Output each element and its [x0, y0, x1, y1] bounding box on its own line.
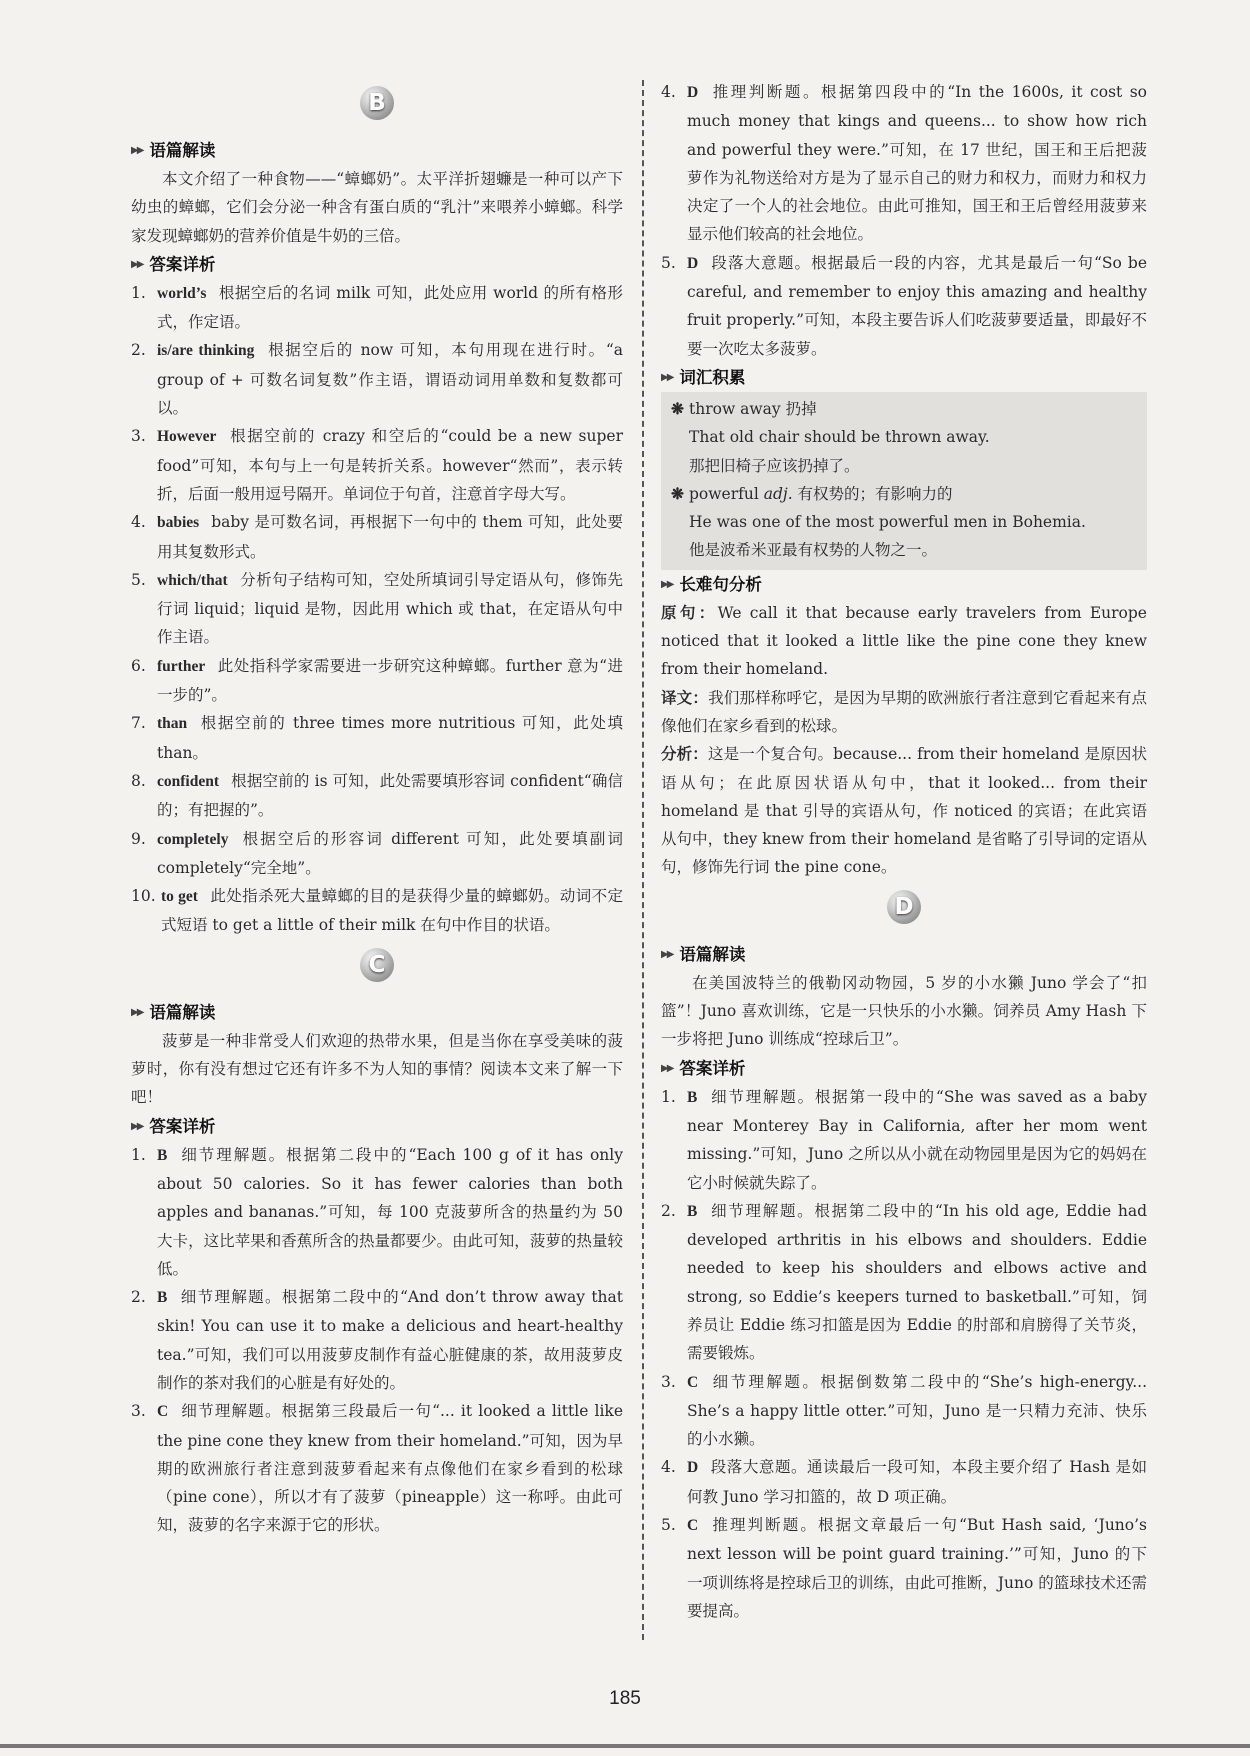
- answer-key: D: [687, 1459, 699, 1477]
- answer-key: babies: [157, 514, 200, 532]
- answer-body: [687, 249, 1147, 363]
- bottom-rule: [0, 1744, 1250, 1748]
- triangle-icon: ▶▶: [131, 1120, 143, 1132]
- section-heading: [131, 998, 623, 1027]
- answer-item: [131, 422, 623, 508]
- triangle-icon: ▶▶: [661, 948, 673, 960]
- answer-key: C: [687, 1373, 699, 1391]
- answer-key: completely: [157, 830, 229, 848]
- vocab-example-en: That old chair should be thrown away.: [689, 428, 990, 447]
- column-divider: [642, 80, 644, 1640]
- answer-key: D: [687, 254, 699, 272]
- vocab-meaning: 有权势的；有影响力的: [792, 484, 953, 503]
- answer-number: 1.: [131, 1145, 146, 1164]
- answer-number: 4.: [661, 1458, 676, 1477]
- vocab-pos: adj.: [763, 484, 793, 503]
- answer-key: than: [157, 715, 188, 733]
- reading-summary: 菠萝是一种非常受人们欢迎的热带水果，但是当你在享受美味的菠萝时，你有没有想过它还有许多不为人知的事情？阅读本文来了解一下吧！: [131, 1031, 623, 1107]
- answer-key: to get: [161, 888, 198, 906]
- answer-number: 7.: [131, 714, 146, 733]
- answer-number: 1.: [131, 283, 146, 302]
- answer-item: [661, 1083, 1147, 1197]
- star-icon: ❋: [671, 483, 684, 503]
- answer-body: [157, 652, 623, 710]
- star-icon: ❋: [671, 398, 684, 418]
- answer-body: [687, 1197, 1147, 1368]
- page-number: 185: [609, 1688, 641, 1709]
- answer-body: [687, 1511, 1147, 1625]
- answer-body: [157, 1283, 623, 1397]
- vocab-term: throw away 扔掉: [689, 399, 817, 418]
- answer-key: confident: [157, 772, 219, 790]
- answer-number: 2.: [131, 341, 146, 360]
- answer-item: [131, 652, 623, 710]
- answer-body: [157, 422, 623, 508]
- triangle-icon: ▶▶: [131, 1006, 143, 1018]
- heading-text: 语篇解读: [679, 944, 746, 964]
- answer-item: [131, 1397, 623, 1539]
- answer-explanation: 根据空后的形容词 different 可知，此处要填副词 completely“完全地”。: [157, 829, 623, 877]
- answer-body: [687, 1083, 1147, 1197]
- vocabulary-box: [661, 392, 1147, 570]
- right-column: [661, 78, 1147, 1625]
- section-heading: [661, 570, 1147, 599]
- answer-key: C: [687, 1517, 699, 1535]
- answer-explanation: 分析句子结构可知，空处所填词引导定语从句，修饰先行词 liquid；liquid 是物，因此用 which 或 that，在定语从句中作主语。: [157, 570, 623, 647]
- answer-body: [157, 1397, 623, 1539]
- answer-number: 10.: [131, 887, 156, 906]
- translation-text: 我们那样称呼它，是因为早期的欧洲旅行者注意到它看起来有点像他们在家乡看到的松球。: [661, 688, 1147, 735]
- vocab-headword-text: [689, 395, 817, 423]
- answer-item: [131, 566, 623, 652]
- section-heading: [131, 136, 623, 165]
- triangle-icon: ▶▶: [661, 371, 673, 383]
- answer-number: 2.: [661, 1201, 676, 1220]
- answer-number: 2.: [131, 1288, 146, 1307]
- original-text: We call it that because early travelers from Europe noticed that it looked a little like the pine cone they knew from their homeland.: [661, 603, 1147, 679]
- answer-body: [687, 1368, 1147, 1454]
- answer-item: [131, 279, 623, 337]
- answer-key: B: [157, 1146, 168, 1164]
- section-heading: [661, 1054, 1147, 1083]
- answer-body: [687, 78, 1147, 249]
- answer-key: B: [157, 1289, 168, 1307]
- section-heading: [661, 940, 1147, 969]
- answer-body: [157, 825, 623, 883]
- answer-number: 1.: [661, 1087, 676, 1106]
- answer-item: [131, 825, 623, 883]
- answer-key: C: [157, 1403, 169, 1421]
- vocab-headword: [671, 395, 1137, 423]
- section-heading: [661, 363, 1147, 392]
- heading-text: 答案详析: [149, 1116, 216, 1136]
- section-c-badge-wrap: [131, 940, 623, 998]
- answer-explanation: 根据空前的 crazy 和空后的“could be a new super food”可知，本句与上一句是转折关系。however“然而”，表示转折，后面一般用逗号隔开。单词位于句首，注意首字母大写。: [157, 427, 623, 503]
- answer-explanation: 根据空前的 is 可知，此处需要填形容词 confident“确信的；有把握的”。: [157, 771, 623, 820]
- answer-explanation: 推理判断题。根据第四段中的“In the 1600s, it cost so much money that kings and queens... to show how rich and powerful they were.”可知，在 17 世纪，国王和王后把菠萝作为礼物送给对方是为了显示自己的财力和权力，而财力和权力决定了一个人的社会地位。由此可推知，国王和王后曾经用菠萝来显示他们较高的社会地位。: [687, 83, 1147, 244]
- answer-item: [661, 249, 1147, 363]
- answer-explanation: 细节理解题。根据第二段中的“Each 100 g of it has only about 50 calories. So it has fewer calories than both apples and bananas.”可知，每 100 克菠萝所含的热量约为 50 大卡，这比苹果和香蕉所含的热量都要少。由此可知，菠萝的热量较低。: [157, 1145, 623, 1278]
- answer-body: [157, 1141, 623, 1283]
- answer-number: 5.: [661, 253, 676, 272]
- answer-key: However: [157, 428, 217, 446]
- vocab-term: powerful: [689, 484, 764, 503]
- answer-number: 3.: [131, 427, 146, 446]
- answer-number: 8.: [131, 771, 146, 790]
- answer-item: [131, 767, 623, 825]
- answer-number: 9.: [131, 829, 146, 848]
- answer-explanation: 根据空后的 now 可知，本句用现在进行时。“a group of + 可数名词复数”作主语，谓语动词用单数和复数都可以。: [157, 341, 623, 418]
- vocab-example-en: He was one of the most powerful men in Bohemia.: [689, 513, 1086, 532]
- section-heading: [131, 250, 623, 279]
- heading-text: 语篇解读: [149, 141, 216, 160]
- original-sentence: [661, 599, 1147, 684]
- translation-label: 译文：: [661, 688, 709, 707]
- answer-explanation: 此处指杀死大量蟑螂的目的是获得少量的蟑螂奶。动词不定式短语 to get a little of their milk 在句中作目的状语。: [161, 887, 623, 935]
- answer-key: B: [687, 1088, 698, 1106]
- section-c-badge: C: [360, 948, 394, 982]
- answer-number: 3.: [131, 1402, 146, 1421]
- heading-text: 答案详析: [149, 254, 216, 274]
- answer-body: [157, 508, 623, 566]
- answer-body: [157, 336, 623, 422]
- vocab-headword: [671, 480, 1137, 508]
- vocab-example-cn: 他是波希米亚最有权势的人物之一。: [689, 541, 938, 560]
- analysis: [661, 740, 1147, 881]
- answer-number: 5.: [661, 1516, 676, 1535]
- translation: [661, 684, 1147, 741]
- answer-explanation: 此处指科学家需要进一步研究这种蟑螂。further 意为“进一步的”。: [157, 656, 623, 705]
- answer-key: which/that: [157, 571, 228, 589]
- answer-number: 5.: [131, 570, 146, 589]
- answer-item: [661, 78, 1147, 249]
- answer-explanation: 细节理解题。根据第三段最后一句“... it looked a little like the pine cone they knew from their homeland.”可知，因为早期的欧洲旅行者注意到菠萝看起来有点像他们在家乡看到的松球（pine cone），所以才有了菠萝（pineapple）这一称呼。由此可知，菠萝的名字来源于它的形状。: [157, 1402, 623, 1535]
- answer-number: 6.: [131, 656, 146, 675]
- answer-item: [661, 1368, 1147, 1454]
- section-d-badge-wrap: [661, 882, 1147, 940]
- answer-explanation: 段落大意题。根据最后一段的内容，尤其是最后一句“So be careful, and remember to enjoy this amazing and healthy fruit properly.”可知，本段主要告诉人们吃菠萝要适量，即最好不要一次吃太多菠萝。: [687, 253, 1147, 358]
- answer-key: world’s: [157, 284, 207, 302]
- answer-body: [157, 709, 623, 767]
- answer-item: [131, 1283, 623, 1397]
- answer-key: D: [687, 84, 699, 101]
- answer-explanation: 细节理解题。根据第二段中的“In his old age, Eddie had developed arthritis in his elbows and shoulders. Eddie needed to keep his shoulders and elbows active and strong, so Eddie’s keepers turned to basketball.”可知，饲养员让 Eddie 练习扣篮是因为 Eddie 的肘部和肩膀得了关节炎，需要锻炼。: [687, 1201, 1147, 1363]
- triangle-icon: ▶▶: [131, 258, 143, 270]
- answer-item: [661, 1511, 1147, 1625]
- section-heading: [131, 1112, 623, 1141]
- heading-text: 答案详析: [679, 1058, 746, 1078]
- answer-item: [661, 1453, 1147, 1511]
- answer-body: [157, 279, 623, 337]
- answer-explanation: 细节理解题。根据第二段中的“And don’t throw away that skin! You can use it to make a delicious and heart-healthy tea.”可知，我们可以用菠萝皮制作有益心脏健康的茶，故用菠萝皮制作的茶对我们的心脏是有好处的。: [157, 1288, 623, 1392]
- vocab-headword-text: [689, 480, 953, 508]
- analysis-label: 分析：: [661, 745, 708, 764]
- answer-explanation: 推理判断题。根据文章最后一句“But Hash said, ‘Juno’s next lesson will be point guard training.’”可知，Juno 的下一项训练将是控球后卫的训练，由此可推断，Juno 的篮球技术还需要提高。: [687, 1516, 1147, 1620]
- analysis-text: 这是一个复合句。because... from their homeland 是原因状语从句；在此原因状语从句中，that it looked... from their homeland 是 that 引导的宾语从句，作 noticed 的宾语；在此宾语从句中，they knew from their homeland 是省略了引导词的定语从句，修饰先行词 the pine cone。: [661, 745, 1147, 877]
- answer-item: [131, 336, 623, 422]
- heading-text: 语篇解读: [149, 1002, 216, 1022]
- answer-key: is/are thinking: [157, 342, 255, 360]
- answer-key: further: [157, 657, 206, 675]
- reading-summary: 在美国波特兰的俄勒冈动物园，5 岁的小水獭 Juno 学会了“扣篮”！Juno 喜欢训练，它是一只快乐的小水獭。饲养员 Amy Hash 下一步将把 Juno 训练成“控球后卫”。: [661, 973, 1147, 1049]
- answer-body: [157, 767, 623, 825]
- left-column: [131, 78, 623, 1540]
- answer-number: 4.: [661, 83, 676, 101]
- answer-item: [131, 709, 623, 767]
- answer-explanation: 根据空后的名词 milk 可知，此处应用 world 的所有格形式，作定语。: [157, 283, 623, 332]
- answer-item: [131, 882, 623, 940]
- answer-number: 4.: [131, 513, 146, 532]
- vocab-example-cn: 那把旧椅子应该扔掉了。: [689, 456, 860, 475]
- answer-explanation: 根据空前的 three times more nutritious 可知，此处填 than。: [157, 714, 623, 762]
- triangle-icon: ▶▶: [661, 1062, 673, 1074]
- original-label: 原句：: [661, 603, 718, 622]
- answer-item: [131, 1141, 623, 1283]
- answer-key: B: [687, 1202, 698, 1220]
- answer-item: [131, 508, 623, 566]
- reading-summary: 本文介绍了一种食物——“蟑螂奶”。太平洋折翅蠊是一种可以产下幼虫的蟑螂，它们会分泌一种含有蛋白质的“乳汁”来喂养小蟑螂。科学家发现蟑螂奶的营养价值是牛奶的三倍。: [131, 170, 623, 245]
- answer-explanation: 细节理解题。根据倒数第二段中的“She’s high-energy... She’s a happy little otter.”可知，Juno 是一只精力充沛、快乐的小水獭。: [687, 1372, 1147, 1449]
- answer-explanation: baby 是可数名词，再根据下一句中的 them 可知，此处要用其复数形式。: [157, 513, 623, 561]
- triangle-icon: ▶▶: [131, 145, 143, 156]
- triangle-icon: ▶▶: [661, 578, 673, 590]
- answer-body: [157, 566, 623, 652]
- answer-explanation: 细节理解题。根据第一段中的“She was saved as a baby near Monterey Bay in California, after her mom went missing.”可知，Juno 之所以从小就在动物园里是因为它的妈妈在它小时候就失踪了。: [687, 1087, 1147, 1192]
- section-b-badge: B: [360, 86, 394, 120]
- answer-body: [687, 1453, 1147, 1511]
- heading-text: 词汇积累: [679, 367, 746, 387]
- answer-item: [661, 1197, 1147, 1368]
- heading-text: 长难句分析: [679, 574, 762, 594]
- section-b-badge-wrap: [131, 78, 623, 136]
- section-d-badge: D: [887, 890, 921, 924]
- answer-body: [161, 882, 623, 940]
- answer-number: 3.: [661, 1372, 676, 1391]
- answer-explanation: 段落大意题。通读最后一段可知，本段主要介绍了 Hash 是如何教 Juno 学习扣篮的，故 D 项正确。: [687, 1458, 1147, 1506]
